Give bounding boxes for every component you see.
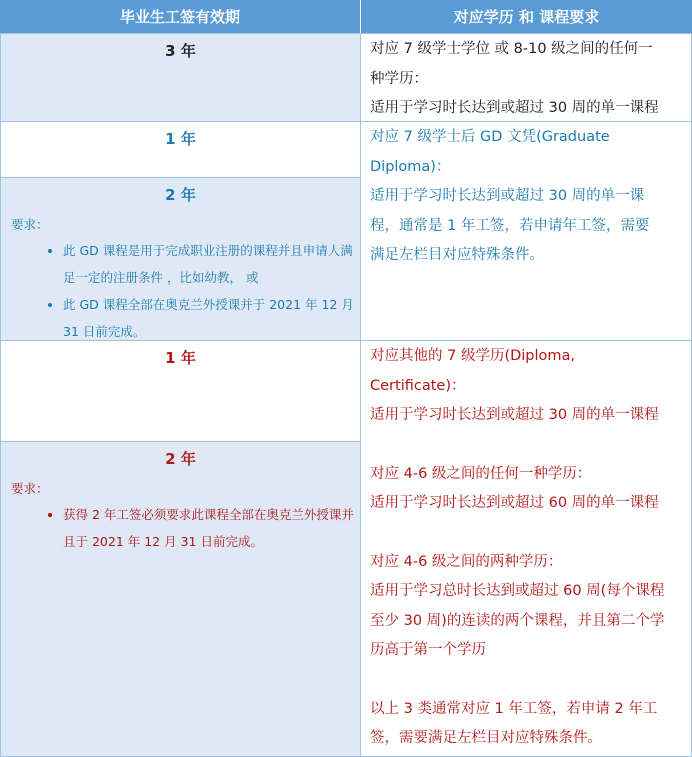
list-item: • 此 GD 课程是用于完成职业注册的课程并且申请人满足一定的注册条件 ，比如幼教， 或 [63, 237, 354, 291]
group2-year-b: 2 年 [165, 186, 196, 204]
text-line: 对应 4-6 级之间的任何一种学历： [370, 465, 592, 482]
text-line: 签，需要满足左栏目对应特殊条件。 [370, 730, 602, 746]
text-line: 适用于学习总时长达到或超过 60 周(每个课程 [370, 583, 665, 599]
group3-year-b: 2 年 [165, 450, 196, 468]
text-line: 满足左栏目对应特殊条件。 [370, 247, 544, 263]
text-line: 程，通常是 1 年工签，若申请年工签，需要 [370, 217, 650, 234]
group3-year-b-cell [0, 441, 361, 757]
group3-requirement-label: 要求： [11, 481, 49, 496]
group2-year-b-cell [0, 177, 361, 341]
group1-year: 3 年 [165, 42, 196, 60]
text-line: 对应 7 级学士后 GD 文凭(Graduate [370, 129, 610, 145]
group1-requirement-cell [360, 33, 692, 122]
group3-requirement-cell [360, 340, 692, 757]
header-left: 毕业生工签有效期 [0, 0, 360, 33]
group2-requirement-label: 要求： [11, 217, 49, 232]
header-right: 对应学历 和 课程要求 [360, 0, 692, 33]
text-line: 至少 30 周)的连读的两个课程，并且第二个学 [370, 612, 665, 629]
text-line: 对应其他的 7 级学历(Diploma, [370, 348, 576, 364]
text-line: Diploma)： [370, 158, 451, 175]
group3-requirement-text [361, 341, 691, 754]
list-item: • 此 GD 课程全部在奥克兰外授课并于 2021 年 12 月 31 日前完成。 [63, 291, 354, 345]
group3-year-a: 1 年 [165, 349, 196, 367]
group1-year-cell [0, 33, 361, 122]
spacer [370, 519, 685, 548]
group3-bullet-list [1, 501, 360, 555]
spacer [370, 431, 685, 460]
group2-year-a: 1 年 [165, 130, 196, 148]
group3-year-a-cell [0, 340, 361, 442]
text-line: 以上 3 类通常对应 1 年工签，若申请 2 年工 [370, 700, 658, 717]
text-line: 历高于第一个学历 [370, 642, 486, 658]
spacer [370, 666, 685, 695]
group1-requirement-text [361, 34, 691, 124]
group2-bullet-list [1, 237, 360, 345]
text-line: 适用于学习时长达到或超过 60 周的单一课程 [370, 495, 659, 511]
group2-year-a-cell [0, 121, 361, 178]
text-line: 适用于学习时长达到或超过 30 周的单一课程 [370, 100, 659, 116]
group2-requirement-cell [360, 121, 692, 341]
group2-requirement-text [361, 122, 691, 271]
text-line: Certificate)： [370, 377, 466, 394]
text-line: 适用于学习时长达到或超过 30 周的单一课 [370, 188, 645, 204]
text-line: 种学历： [370, 70, 428, 87]
list-item: • 获得 2 年工签必须要求此课程全部在奥克兰外授课并且于 2021 年 12 月 31 日前完成。 [63, 501, 354, 555]
text-line: 对应 7 级学士学位 或 8-10 级之间的任何一 [370, 41, 653, 57]
text-line: 适用于学习时长达到或超过 30 周的单一课程 [370, 407, 659, 423]
text-line: 对应 4-6 级之间的两种学历： [370, 553, 563, 570]
